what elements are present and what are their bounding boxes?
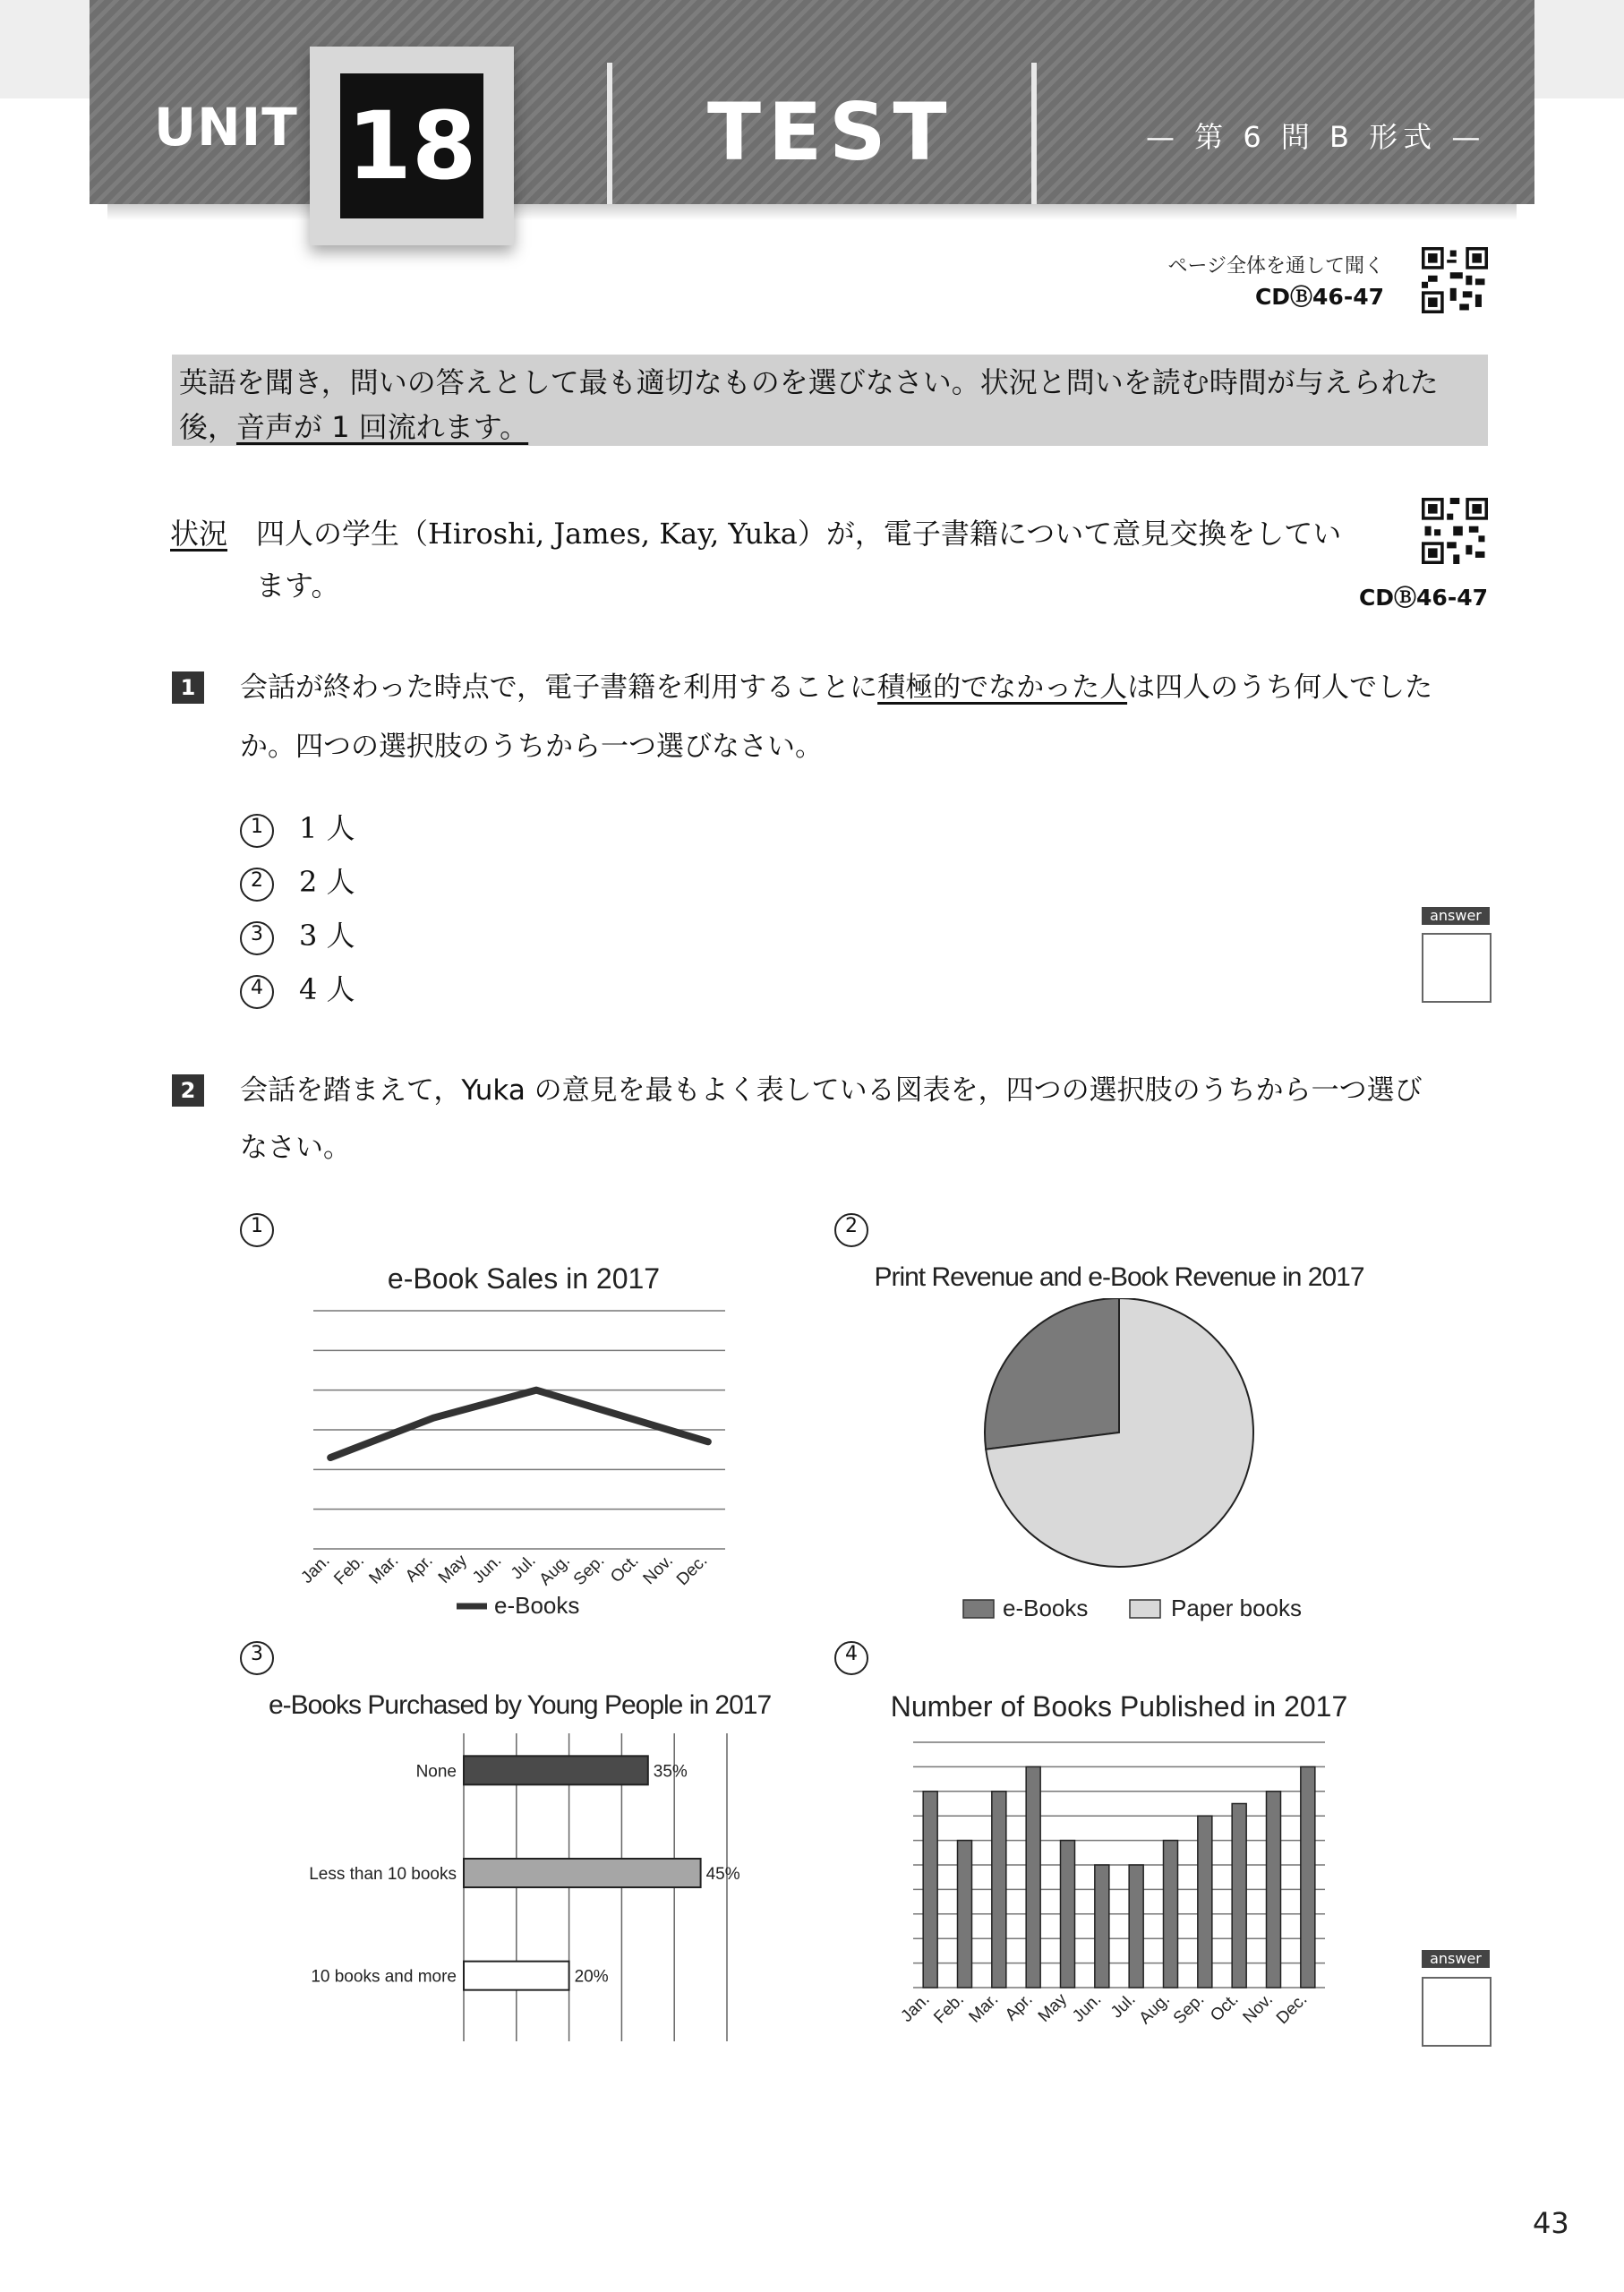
tick-label: Aug. xyxy=(535,1551,575,1590)
situation-line-2: ます。 xyxy=(256,569,340,603)
bar xyxy=(1061,1841,1075,1988)
header-divider xyxy=(1031,63,1037,204)
choice-number: 3 xyxy=(240,921,274,955)
answer-tag: answer xyxy=(1422,1950,1490,1968)
tick-label: Jan. xyxy=(297,1551,334,1587)
legend-label: e-Books xyxy=(1003,1595,1089,1621)
choice-option[interactable] xyxy=(240,860,355,902)
chart-title: e-Book Sales in 2017 xyxy=(387,1262,661,1295)
answer-box[interactable] xyxy=(1422,1977,1492,2047)
qr-code-icon[interactable] xyxy=(1422,498,1488,564)
answer-tag: answer xyxy=(1422,907,1490,925)
tick-label: Oct. xyxy=(607,1551,643,1587)
choice-text: 1 人 xyxy=(299,811,355,845)
pie-chart xyxy=(931,1298,1325,1629)
bar xyxy=(923,1792,937,1988)
bar xyxy=(1095,1865,1109,1988)
chart-title: Number of Books Published in 2017 xyxy=(890,1690,1348,1723)
chart-title: Print Revenue and e-Book Revenue in 2017 xyxy=(874,1262,1364,1292)
tick-label: Nov. xyxy=(639,1551,678,1589)
option-mark[interactable] xyxy=(834,1210,893,1247)
question2-line-1: 会話を踏まえて，Yuka の意見を最もよく表している図表を，四つの選択肢のうちから一つ選び xyxy=(240,1074,1423,1107)
option-number: 2 xyxy=(834,1213,868,1247)
category-label: 10 books and more xyxy=(311,1967,457,1987)
bar-chart xyxy=(886,1728,1352,2050)
bar xyxy=(992,1792,1006,1988)
tick-label: Jul. xyxy=(507,1551,540,1584)
answer-box[interactable] xyxy=(1422,933,1492,1003)
bar xyxy=(958,1841,972,1988)
bar xyxy=(1232,1804,1246,1988)
option-mark[interactable] xyxy=(240,1638,299,1675)
tick-label: Jun. xyxy=(1069,1989,1106,2026)
choice-number: 2 xyxy=(240,868,274,902)
page-number: 43 xyxy=(1533,2206,1569,2240)
bar xyxy=(464,1756,648,1784)
option-mark[interactable] xyxy=(240,1210,299,1247)
data-label: 45% xyxy=(705,1865,740,1884)
question2-line-2: なさい。 xyxy=(240,1132,351,1164)
tick-label: Mar. xyxy=(365,1551,403,1588)
option-number: 3 xyxy=(240,1641,274,1675)
bar xyxy=(1267,1792,1281,1988)
bar xyxy=(1026,1766,1040,1988)
question1-line-2: か。四つの選択肢のうちから一つ選びなさい。 xyxy=(240,731,823,763)
option-number: 4 xyxy=(834,1641,868,1675)
tick-label: May xyxy=(434,1551,472,1587)
bar xyxy=(1301,1766,1315,1988)
tick-label: Mar. xyxy=(965,1989,1003,2027)
qr-code-icon[interactable] xyxy=(1422,247,1488,313)
chart-title: e-Books Purchased by Young People in 2017 xyxy=(269,1690,772,1720)
situation-label-text: 状況 xyxy=(170,517,228,551)
bar xyxy=(464,1962,569,1990)
bar xyxy=(464,1859,701,1887)
data-label: 35% xyxy=(653,1762,688,1782)
unit-label: UNIT xyxy=(154,97,298,158)
tick-label: May xyxy=(1034,1989,1072,2026)
bar xyxy=(1164,1841,1178,1988)
legend-swatch xyxy=(1130,1600,1160,1618)
unit-number: 18 xyxy=(340,73,483,218)
tick-label: Dec. xyxy=(1272,1989,1312,2029)
tick-label: Jan. xyxy=(897,1989,934,2026)
category-label: None xyxy=(415,1762,457,1782)
instruction-underlined: 音声が 1 回流れます。 xyxy=(236,410,529,444)
test-label: TEST xyxy=(707,86,954,178)
cd-track: CDⒷ46-47 xyxy=(1358,585,1488,611)
legend-label: Paper books xyxy=(1171,1595,1302,1621)
series-line xyxy=(330,1390,708,1458)
question1-line-1 xyxy=(240,661,1432,714)
legend-label: e-Books xyxy=(494,1592,580,1619)
situation-label xyxy=(170,507,227,560)
pie-slice xyxy=(985,1298,1119,1450)
tick-label: Sep. xyxy=(1169,1989,1209,2029)
tick-label: Dec. xyxy=(672,1551,712,1590)
choice-option[interactable] xyxy=(240,806,355,848)
choice-option[interactable] xyxy=(240,913,355,955)
cd-track: CDⒷ46-47 xyxy=(1254,284,1384,310)
choice-number: 4 xyxy=(240,975,274,1009)
q1-text: 会話が終わった時点で，電子書籍を利用することに xyxy=(240,671,878,704)
bar xyxy=(1129,1865,1143,1988)
q1-underlined: 積極的でなかった人 xyxy=(877,671,1128,704)
choice-text: 4 人 xyxy=(299,972,355,1006)
tick-label: Feb. xyxy=(930,1989,969,2028)
tick-label: Apr. xyxy=(1001,1989,1037,2025)
question-number: 1 xyxy=(172,671,204,704)
instruction-text xyxy=(179,360,1486,449)
format-label: — 第 6 問 B 形式 — xyxy=(1146,120,1486,154)
tick-label: Jun. xyxy=(469,1551,506,1587)
bar xyxy=(1198,1816,1212,1988)
tick-label: Apr. xyxy=(401,1551,437,1586)
data-label: 20% xyxy=(574,1967,609,1987)
choice-text: 2 人 xyxy=(299,865,355,899)
tick-label: Feb. xyxy=(330,1551,369,1589)
situation-line-1: 四人の学生（Hiroshi, James, Kay, Yuka）が，電子書籍について意見交換をしてい xyxy=(256,517,1342,551)
horizontal-bar-chart xyxy=(269,1728,770,2050)
category-label: Less than 10 books xyxy=(309,1865,457,1884)
choice-option[interactable] xyxy=(240,967,355,1009)
choice-text: 3 人 xyxy=(299,919,355,953)
q1-text: は四人のうち何人でした xyxy=(1127,671,1433,704)
option-mark[interactable] xyxy=(834,1638,893,1675)
tick-label: Nov. xyxy=(1239,1989,1278,2028)
choice-number: 1 xyxy=(240,814,274,848)
tick-label: Sep. xyxy=(569,1551,609,1590)
header-divider xyxy=(607,63,612,204)
audio-caption: ページ全体を通して聞く xyxy=(1167,255,1384,278)
tick-label: Aug. xyxy=(1135,1989,1175,2029)
question-number: 2 xyxy=(172,1074,204,1107)
tick-label: Jul. xyxy=(1107,1989,1140,2023)
option-number: 1 xyxy=(240,1213,274,1247)
line-chart xyxy=(269,1289,770,1629)
legend-swatch xyxy=(963,1600,994,1618)
tick-label: Oct. xyxy=(1207,1989,1243,2026)
instruction-main: 英語を聞き，問いの答えとして最も適切なものを選びなさい。状況と問いを読む時間が与えられた後， xyxy=(179,365,1439,444)
